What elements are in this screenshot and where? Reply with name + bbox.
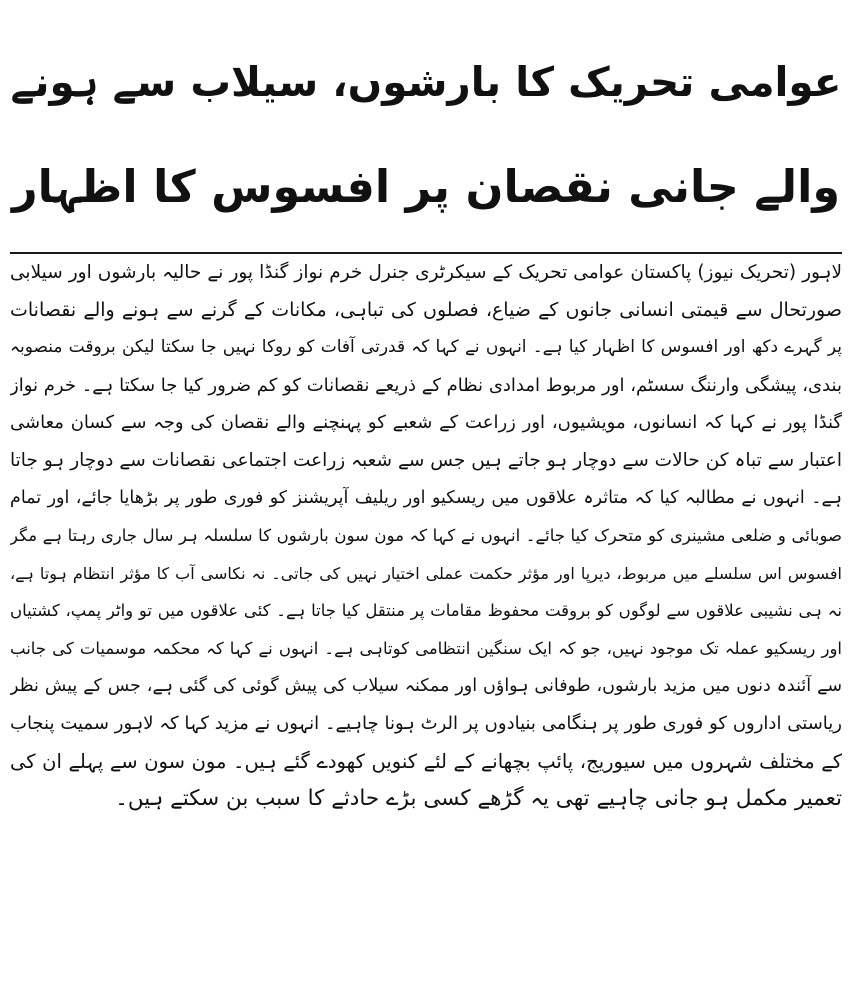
body-line-7: ہے۔ انہوں نے مطالبہ کیا کہ متاثرہ علاقوں میں ریسکیو اور ریلیف آپریشنز کو فوری طور پر بڑھایا جائے، اور تمام [10,487,842,508]
body-line-5: گنڈا پور نے کہا کہ انسانوں، مویشیوں، اور زراعت کے شعبے کو پہنچنے والے نقصان کی وجہ سے کسان معاشی [10,412,842,434]
body-line-1: لاہور (تحریک نیوز) پاکستان عوامی تحریک کے سیکرٹری جنرل خرم نواز گنڈا پور نے حالیہ بارشوں اور سیلابی [10,262,842,283]
body-line-6: اعتبار سے تباہ کن حالات سے دوچار ہو جاتے ہیں جس سے شعبہ زراعت اجتماعی نقصانات سے دوچار ہو جاتا [10,449,842,471]
body-line-14: کے مختلف شہروں میں سیوریج، پائپ بچھانے کے لئے کنویں کھودے گئے ہیں۔ مون سون سے پہلے ان کی [10,749,842,773]
body-line-11: اور ریسکیو عملہ تک موجود نہیں، جو کہ ایک سنگین انتظامی کوتاہی ہے۔ انہوں نے کہا کہ محکمہ موسمیات کی جانب [10,638,842,658]
body-line-10: نہ ہی نشیبی علاقوں سے لوگوں کو بروقت محفوظ مقامات پر منتقل کیا جاتا ہے۔ کئی علاقوں میں تو واٹر پمپ، کشتیاں [10,601,842,621]
headline-line-2: والے جانی نقصان پر افسوس کا اظہار [12,162,840,213]
headline-line-1: عوامی تحریک کا بارشوں، سیلاب سے ہونے [10,58,842,106]
article-body [10,254,842,818]
body-line-8: صوبائی و ضلعی مشینری کو متحرک کیا جائے۔ انہوں نے کہا کہ مون سون بارشوں کا سلسلہ ہر سال جاری رہتا ہے مگر [10,526,842,546]
body-line-2: صورتحال سے قیمتی انسانی جانوں کے ضیاع، فصلوں کی تباہی، مکانات کے گرنے سے ہونے والے نقصانات [10,298,842,321]
body-line-3: پر گہرے دکھ اور افسوس کا اظہار کیا ہے۔ انہوں نے کہا کہ قدرتی آفات کو روکا نہیں جا سکتا لیکن بروقت منصوبہ [10,337,842,358]
headline [10,0,842,240]
body-line-13: ریاستی اداروں کو فوری طور پر ہنگامی بنیادوں پر الرٹ ہونا چاہیے۔ انہوں نے مزید کہا کہ لاہور سمیت پنجاب [10,713,842,735]
body-line-12: سے آئندہ دنوں میں مزید بارشوں، طوفانی ہواؤں اور ممکنہ سیلاب کی پیش گوئی کی گئی ہے، جس کے پیش نظر [10,675,842,696]
body-line-4: بندی، پیشگی وارننگ سسٹم، اور مربوط امدادی نظام کے ذریعے نقصانات کو کم ضرور کیا جا سکتا ہے۔ خرم نواز [10,374,842,396]
body-line-15: تعمیر مکمل ہو جانی چاہیے تھی یہ گڑھے کسی بڑے حادثے کا سبب بن سکتے ہیں۔ [115,786,842,812]
body-line-9: افسوس اس سلسلے میں مربوط، دیرپا اور مؤثر حکمت عملی اختیار نہیں کی جاتی۔ نہ نکاسی آب کا مؤثر انتظام ہوتا ہے، [10,563,842,583]
